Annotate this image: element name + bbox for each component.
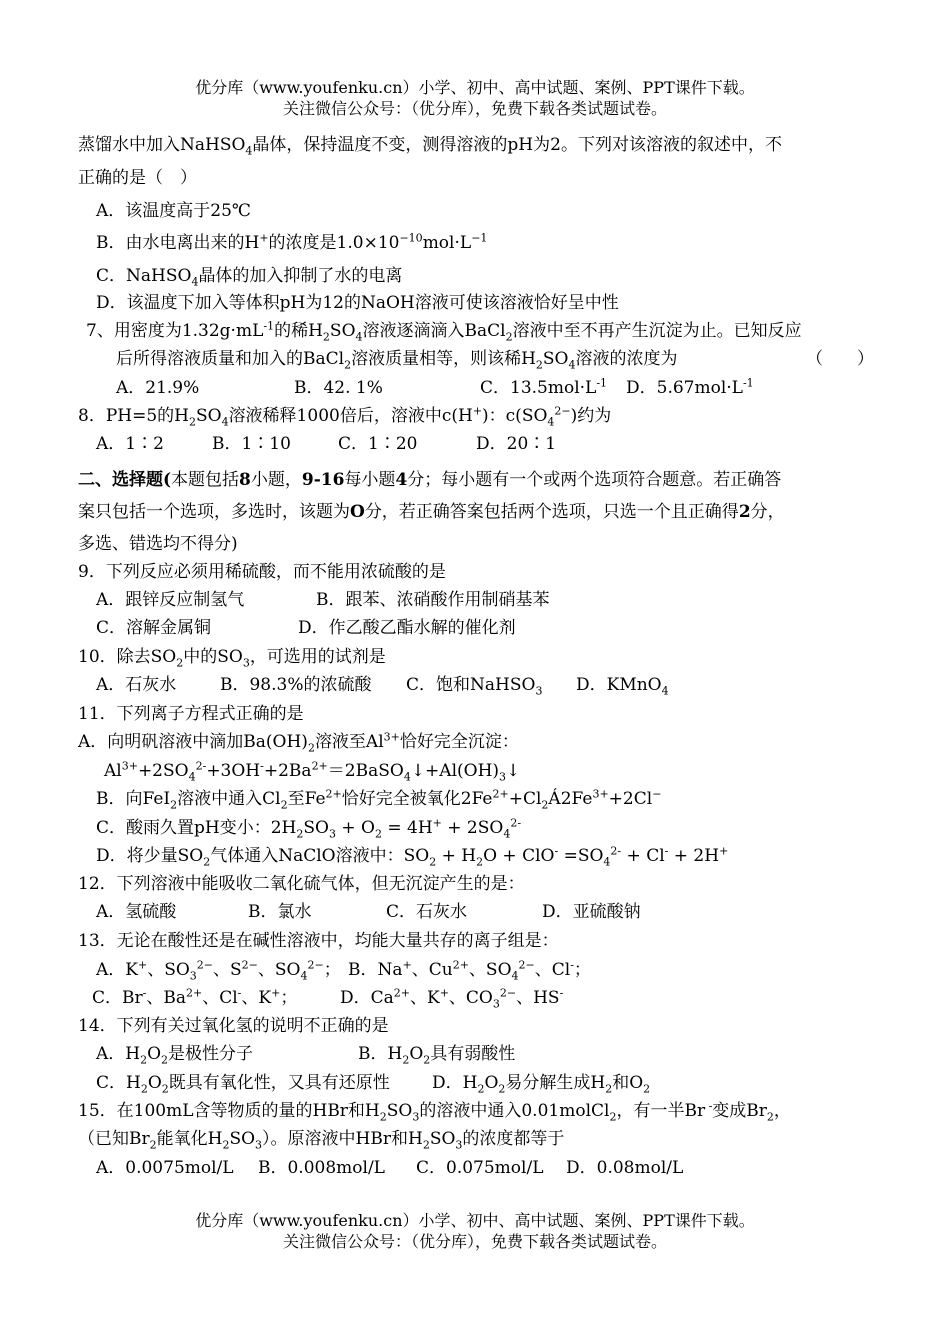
q6-stem-line1: 蒸馏水中加入NaHSO$_4$晶体，保持温度不变，测得溶液的pH为2。下列对该溶液的叙述中，不 — [78, 135, 782, 158]
section2-instructions-line3: 多选、错选均不得分) — [78, 534, 238, 554]
q9-option-b: B．跟苯、浓硝酸作用制硝基苯 — [316, 590, 550, 610]
q6-option-a: A．该温度高于25℃ — [96, 201, 251, 221]
q8-option-b: B．1∶10 — [212, 434, 291, 454]
q15-option-d: D．0.08mol/L — [566, 1158, 684, 1178]
section2-instructions-line1: 二、选择题(本题包括8小题，9-16每小题4分；每小题有一个或两个选项符合题意。若正确答 — [78, 470, 782, 490]
q6-stem-line2: 正确的是（ ） — [78, 168, 197, 188]
q6-option-d: D．该温度下加入等体积pH为12的NaOH溶液可使该溶液恰好呈中性 — [96, 293, 619, 313]
q9-option-d: D．作乙酸乙酯水解的催化剂 — [298, 618, 516, 638]
q13-option-c: C．Br-、$Ba^{2+}$、Cl-、K+； — [92, 986, 298, 1008]
q7-option-a: A．21.9% — [116, 378, 200, 398]
q6-option-c: C．NaHSO$_4$晶体的加入抑制了水的电离 — [96, 266, 403, 289]
site-header-line1: 优分库（www.youfenku.cn）小学、初中、高中试题、案例、PPT课件下载。 — [195, 78, 755, 97]
q13-option-d: D．$Ca^{2+}$、K+、$CO_3^{2-}$、HS- — [340, 986, 564, 1011]
q8-stem: 8．PH=5的$H_2SO_4$溶液稀释1000倍后，溶液中c(H+)：$c(SO_4^{2-})$约为 — [78, 404, 612, 429]
q11-option-a-equation: $Al^{3+}+2SO_4^{2-}+3OH^-+2Ba^{2+}=2BaSO_4↓+Al(OH)_3↓$ — [104, 759, 521, 784]
q9-option-a: A．跟锌反应制氢气 — [96, 590, 245, 610]
q14-option-b: B．$H_2O_2$具有弱酸性 — [358, 1044, 516, 1067]
section2-instructions-line2: 案只包括一个选项，多选时，该题为O分，若正确答案包括两个选项，只选一个且正确得2分， — [78, 502, 785, 522]
q11-option-c: C．酸雨久置pH变小：$2H_2SO_3 + O_2 = 4H^+ + 2SO_4^{2-}$ — [96, 816, 522, 841]
site-footer-line2: 关注微信公众号：（优分库），免费下载各类试题试卷。 — [282, 1232, 667, 1251]
q9-stem: 9．下列反应必须用稀硫酸，而不能用浓硫酸的是 — [78, 562, 446, 582]
site-header-line2: 关注微信公众号：（优分库），免费下载各类试题试卷。 — [282, 99, 667, 118]
q13-option-a: A．K+、$SO_3^{2-}$、$S^{2-}$、$SO_4^{2-}$； — [96, 958, 341, 983]
q8-option-c: C．1∶20 — [338, 434, 418, 454]
q7-option-d: D．$5.67mol\cdot L^{-1}$ — [626, 376, 754, 398]
q11-stem: 11．下列离子方程式正确的是 — [78, 704, 304, 724]
q13-stem: 13．无论在酸性还是在碱性溶液中，均能大量共存的离子组是： — [78, 931, 559, 951]
q15-option-a: A．0.0075mol/L — [96, 1158, 234, 1178]
q7-option-b: B．42. 1% — [294, 378, 383, 398]
q15-stem-line1: 15．在100mL含等物质的量的HBr和$H_2SO_3$的溶液中通入0.01molCl$_2$，有一半Br -变成$Br_2$， — [78, 1099, 791, 1124]
q14-option-c: C．$H_2O_2$既具有氧化性，又具有还原性 — [96, 1073, 390, 1096]
q11-option-d: D．将少量$SO_2$气体通入NaClO溶液中：$SO_2 + H_2O + ClO^- =SO_4^{2-} + Cl^- + 2H^+$ — [96, 844, 729, 869]
q12-option-d: D．亚硫酸钠 — [542, 902, 641, 922]
site-footer-line1: 优分库（www.youfenku.cn）小学、初中、高中试题、案例、PPT课件下载。 — [195, 1211, 755, 1230]
q10-option-d: D．KMnO$_4$ — [576, 675, 669, 698]
q15-option-b: B．0.008mol/L — [258, 1158, 385, 1178]
q8-option-d: D．20∶1 — [476, 434, 557, 454]
q10-option-c: C．饱和NaHSO$_3$ — [406, 675, 543, 698]
q10-option-b: B．98.3%的浓硫酸 — [220, 675, 372, 695]
q7-stem-line1: 7、用密度为$1.32g\cdot mL^{-1}$的稀$H_2SO_4$溶液逐滴滴入BaCl$_2$溶液中至不再产生沉淀为止。已知反应 — [86, 319, 802, 344]
q11-option-a: A．向明矾溶液中滴加$Ba(OH)_2$溶液至$Al^{3+}$恰好完全沉淀： — [78, 730, 519, 755]
q12-option-c: C．石灰水 — [386, 902, 468, 922]
q12-option-b: B．氯水 — [248, 902, 312, 922]
q14-stem: 14．下列有关过氧化氢的说明不正确的是 — [78, 1016, 389, 1036]
q14-option-d: D．$H_2O_2$易分解生成$H_2$和$O_2$ — [432, 1073, 651, 1096]
q6-option-b: B．由水电离出来的H+的浓度是$1.0\times 10^{-10}mol\cdot L^{-1}$ — [96, 231, 488, 253]
q8-option-a: A．1∶2 — [96, 434, 164, 454]
q13-option-b: B．Na+、$Cu^{2+}$、$SO_4^{2-}$、Cl-； — [348, 958, 591, 983]
q14-option-a: A．$H_2O_2$是极性分子 — [96, 1044, 254, 1067]
q15-stem-line2: （已知$Br_2$能氧化$H_2SO_3$）。原溶液中HBr和$H_2SO_3$的浓度都等于 — [78, 1129, 565, 1152]
q7-answer-bracket: （ ） — [806, 349, 874, 369]
q7-option-c: C．$13.5mol\cdot L^{-1}$ — [480, 376, 608, 398]
q7-stem-line2: 后所得溶液质量和加入的BaCl$_2$溶液质量相等，则该稀$H_2SO_4$溶液的浓度为 — [116, 349, 678, 372]
q9-option-c: C．溶解金属铜 — [96, 618, 212, 638]
q10-stem: 10．除去$SO_2$中的$SO_3$，可选用的试剂是 — [78, 647, 386, 670]
q11-option-b: B．向FeI$_2$溶液中通入$Cl_2$至$Fe^{2+}$恰好完全被氧化$2Fe^{2+}+Cl_2Á2Fe^{3+}+2Cl^-$ — [96, 787, 662, 812]
q10-option-a: A．石灰水 — [96, 675, 177, 695]
q15-option-c: C．0.075mol/L — [416, 1158, 544, 1178]
q12-option-a: A．氢硫酸 — [96, 902, 177, 922]
q12-stem: 12．下列溶液中能吸收二氧化硫气体，但无沉淀产生的是： — [78, 874, 525, 894]
